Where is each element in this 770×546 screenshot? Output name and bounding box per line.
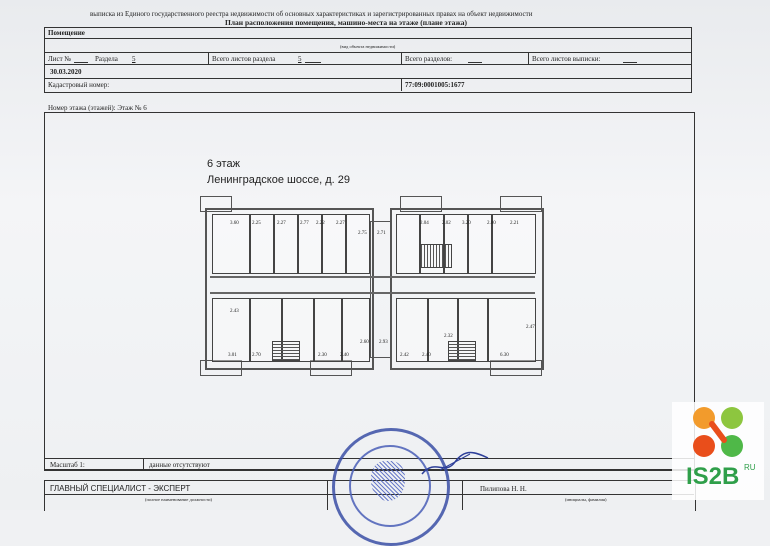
- room-label: 2.32: [444, 334, 453, 339]
- cadastral-value: 77:09:0001005:1677: [405, 81, 465, 89]
- is2b-logo: [672, 402, 764, 500]
- header-line-2: План расположения помещения, машино-места на этаже (плане этажа): [225, 18, 467, 27]
- signer-name: Пилипова Н. Н.: [480, 485, 527, 493]
- room-label: 2.27: [336, 221, 345, 226]
- room-label: 2.75: [358, 231, 367, 236]
- room-label: 2.70: [252, 353, 261, 358]
- floor-number-label: Номер этажа (этажей): Этаж № 6: [48, 104, 147, 112]
- total-sections-label: Всего разделов:: [405, 55, 453, 63]
- header-line-1: выписка из Единого государственного реестра недвижимости об основных характеристиках и зарегистрированных правах на объект недвижимости: [90, 10, 533, 18]
- room-label: 2.43: [230, 309, 239, 314]
- name-caption: (инициалы, фамилия): [565, 497, 607, 502]
- room-label: 2.30: [318, 353, 327, 358]
- signature: [420, 448, 490, 478]
- position-title: ГЛАВНЫЙ СПЕЦИАЛИСТ - ЭКСПЕРТ: [50, 484, 191, 493]
- floor-plan: [200, 196, 550, 376]
- room-label: 3.20: [462, 221, 471, 226]
- floor-title: 6 этаж: [207, 158, 240, 170]
- room-label: 2.77: [300, 221, 309, 226]
- room-label: 2.71: [377, 231, 386, 236]
- scale-label: Масштаб 1:: [50, 461, 85, 469]
- room-label: 6.30: [500, 353, 509, 358]
- logo-text: IS2B: [686, 463, 740, 490]
- total-sheets-label: Всего листов раздела: [212, 55, 276, 63]
- stairs: [272, 341, 300, 361]
- room-label: 2.47: [526, 325, 535, 330]
- room-label: 2.25: [252, 221, 261, 226]
- total-extract-label: Всего листов выписки:: [532, 55, 601, 63]
- room-label: 2.60: [360, 340, 369, 345]
- room-label: 2.40: [340, 353, 349, 358]
- position-caption: (полное наименование должности): [145, 497, 212, 502]
- room-label: 2.22: [316, 221, 325, 226]
- room-label: 2.42: [400, 353, 409, 358]
- room-label: 2.40: [422, 353, 431, 358]
- room-label: 2.80: [487, 221, 496, 226]
- premise-label: Помещение: [48, 29, 85, 37]
- scale-value: данные отсутствуют: [149, 461, 210, 469]
- room-label: 2.21: [510, 221, 519, 226]
- room-label: 3.01: [228, 353, 237, 358]
- sheet-label: Лист №: [48, 55, 72, 63]
- room-label: 2.93: [379, 340, 388, 345]
- section-value: 5: [132, 55, 136, 63]
- room-label: 3.60: [230, 221, 239, 226]
- room-label: 2.04: [420, 221, 429, 226]
- date: 30.03.2020: [50, 68, 82, 76]
- section-label: Раздела: [95, 55, 118, 63]
- logo-mark-icon: [672, 402, 764, 462]
- official-stamp: [332, 428, 450, 546]
- total-sheets-value: 5: [298, 55, 302, 63]
- room-label: 2.02: [442, 221, 451, 226]
- cadastral-label: Кадастровый номер:: [48, 81, 110, 89]
- logo-sub: RU: [744, 463, 756, 472]
- object-caption: (вид объекта недвижимости): [340, 44, 396, 49]
- plan-address: Ленинградское шоссе, д. 29: [207, 174, 350, 186]
- room-label: 2.27: [277, 221, 286, 226]
